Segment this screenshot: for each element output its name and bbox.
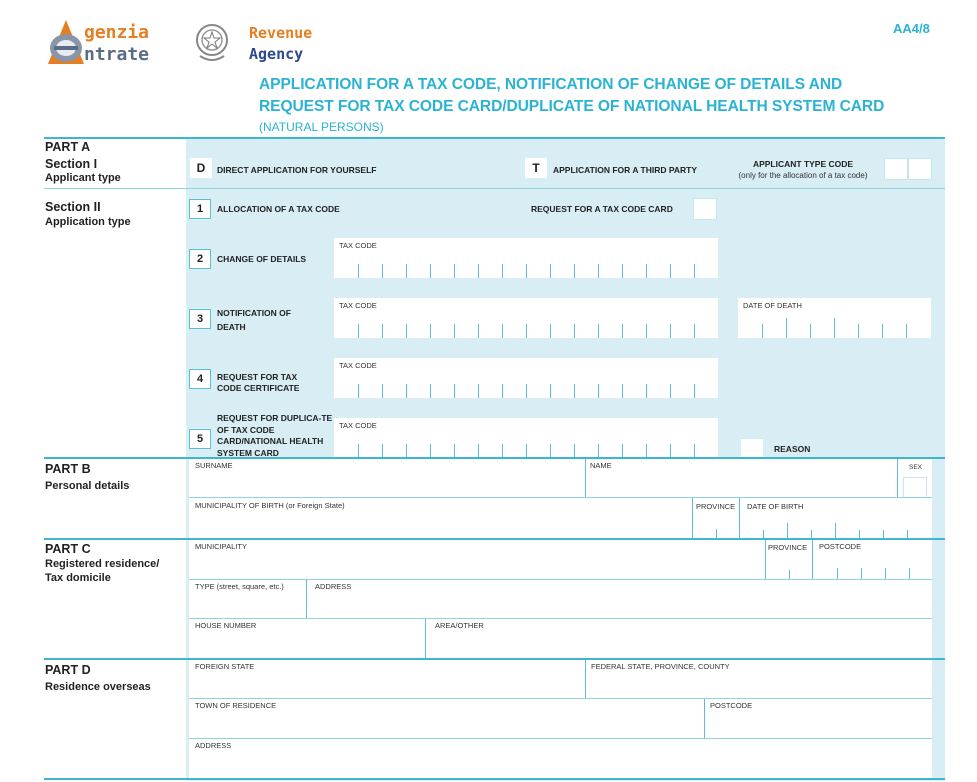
type-field[interactable] [189, 580, 306, 618]
tax-code-cell-divider [598, 444, 599, 458]
area-other-field[interactable] [426, 619, 932, 658]
date-of-death-field[interactable] [738, 298, 931, 338]
tax-code-ticks [334, 324, 718, 338]
foreign-state-label: FOREIGN STATE [195, 662, 255, 671]
republic-seal-icon [194, 18, 230, 64]
tax-code-cell-divider [598, 264, 599, 278]
date-of-death-label: DATE OF DEATH [743, 301, 802, 310]
title-line1: APPLICATION FOR A TAX CODE, NOTIFICATION OF CHANGE OF DETAILS AND [259, 76, 843, 93]
town-field[interactable] [189, 699, 704, 738]
tax-card-request-box[interactable] [693, 198, 717, 220]
tax-code-cell-divider [646, 444, 647, 458]
part-a-top-rule [44, 137, 945, 139]
foreign-state-field[interactable] [189, 660, 585, 698]
option-1-label: ALLOCATION OF A TAX CODE [217, 204, 340, 214]
option-d-box[interactable]: D [190, 158, 212, 178]
tax-code-cell-divider [574, 264, 575, 278]
name-field[interactable] [586, 459, 897, 497]
part-c-title: PART C [45, 542, 91, 556]
tax-code-cell-divider [358, 384, 359, 398]
tax-code-label: TAX CODE [339, 241, 377, 250]
tax-code-cell-divider [526, 324, 527, 338]
tax-code-cell-divider [358, 264, 359, 278]
tax-code-cell-divider [694, 264, 695, 278]
applicant-code-box-2[interactable] [908, 158, 932, 180]
surname-label: SURNAME [195, 461, 233, 470]
municipality-birth-field[interactable] [189, 498, 691, 538]
tax-code-cell-divider [406, 384, 407, 398]
section2-title: Section II [45, 200, 101, 214]
tax-code-cell-divider [670, 444, 671, 458]
tax-code-cell-divider [478, 264, 479, 278]
sex-label: SEX [909, 464, 923, 471]
residence-postcode-label: POSTCODE [819, 542, 862, 551]
overseas-address-label: ADDRESS [195, 741, 232, 750]
tax-code-label: TAX CODE [339, 361, 377, 370]
agency-line2: Agency [249, 45, 304, 63]
birth-province-label: PROVINCE [696, 502, 736, 511]
tax-code-field-2[interactable] [334, 238, 718, 278]
tax-code-field-4[interactable] [334, 358, 718, 398]
tax-code-cell-divider [670, 324, 671, 338]
house-number-field[interactable] [189, 619, 425, 658]
tax-code-cell-divider [454, 324, 455, 338]
option-2-box[interactable]: 2 [189, 249, 211, 269]
option-t-box[interactable]: T [525, 158, 547, 178]
tax-code-cell-divider [382, 324, 383, 338]
overseas-postcode-label: POSTCODE [710, 701, 753, 710]
area-other-label: AREA/OTHER [435, 621, 484, 630]
tax-code-field-3[interactable] [334, 298, 718, 338]
option-d-label: DIRECT APPLICATION FOR YOURSELF [217, 165, 377, 175]
logo-e-icon [44, 18, 88, 66]
tax-code-cell-divider [526, 444, 527, 458]
applicant-code-label: APPLICANT TYPE CODE [752, 159, 854, 169]
option-2-label: CHANGE OF DETAILS [217, 254, 307, 264]
surname-field[interactable] [189, 459, 585, 497]
option-1-box[interactable]: 1 [189, 199, 211, 219]
part-b-title: PART B [45, 462, 91, 476]
tax-code-cell-divider [622, 444, 623, 458]
bottom-rule [44, 778, 945, 780]
tax-code-cell-divider [526, 384, 527, 398]
tax-code-ticks [334, 384, 718, 398]
municipality-birth-label: MUNICIPALITY OF BIRTH (or Foreign State) [195, 501, 345, 510]
part-c-fields [189, 540, 932, 658]
tax-code-label: TAX CODE [339, 301, 377, 310]
tax-code-ticks [334, 444, 718, 458]
tax-code-cell-divider [406, 444, 407, 458]
tax-card-request-label: REQUEST FOR A TAX CODE CARD [531, 204, 673, 214]
type-label: TYPE (street, square, etc.) [195, 582, 284, 591]
logo-line1: genzia [84, 22, 150, 43]
tax-code-cell-divider [550, 384, 551, 398]
tax-code-cell-divider [454, 384, 455, 398]
reason-box[interactable] [741, 439, 763, 458]
federal-state-label: FEDERAL STATE, PROVINCE, COUNTY [591, 662, 730, 671]
section2-sub: Application type [45, 216, 131, 228]
name-label: NAME [590, 461, 612, 470]
municipality-field[interactable] [189, 540, 765, 579]
tax-code-cell-divider [358, 444, 359, 458]
form-code: AA4/8 [893, 21, 930, 36]
tax-code-cell-divider [502, 444, 503, 458]
part-d-title: PART D [45, 663, 91, 677]
section1-title: Section I [45, 157, 98, 171]
tax-code-cell-divider [694, 444, 695, 458]
part-d-fields [189, 660, 932, 778]
municipality-label: MUNICIPALITY [195, 542, 247, 551]
tax-code-cell-divider [382, 444, 383, 458]
tax-code-cell-divider [502, 264, 503, 278]
tax-code-cell-divider [598, 324, 599, 338]
tax-code-cell-divider [670, 264, 671, 278]
tax-code-cell-divider [574, 384, 575, 398]
tax-code-ticks [334, 264, 718, 278]
option-5-label: REQUEST FOR DUPLICA-TE OF TAX CODE CARD/NATIONAL HEALTH SYSTEM CARD [217, 413, 333, 458]
address-label: ADDRESS [315, 582, 352, 591]
overseas-postcode-field[interactable] [705, 699, 932, 738]
tax-code-cell-divider [526, 264, 527, 278]
option-4-box[interactable]: 4 [189, 369, 211, 389]
tax-code-cell-divider [502, 384, 503, 398]
form-subtitle: (NATURAL PERSONS) [259, 120, 384, 134]
tax-code-cell-divider [646, 264, 647, 278]
option-4-label: REQUEST FOR TAX CODE CERTIFICATE [217, 372, 300, 393]
tax-code-cell-divider [502, 324, 503, 338]
tax-code-cell-divider [382, 264, 383, 278]
agenzia-entrate-logo [44, 16, 234, 68]
tax-code-cell-divider [646, 324, 647, 338]
address-field[interactable] [307, 580, 932, 618]
tax-code-cell-divider [622, 264, 623, 278]
agency-line1: Revenue [249, 24, 313, 42]
option-t-label: APPLICATION FOR A THIRD PARTY [553, 165, 698, 175]
tax-code-cell-divider [406, 324, 407, 338]
tax-code-cell-divider [550, 264, 551, 278]
tax-code-cell-divider [478, 324, 479, 338]
tax-code-cell-divider [406, 264, 407, 278]
tax-code-cell-divider [574, 324, 575, 338]
section-divider [44, 188, 945, 189]
option-5-box[interactable]: 5 [189, 429, 211, 449]
house-number-label: HOUSE NUMBER [195, 621, 257, 630]
date-of-birth-label: DATE OF BIRTH [747, 502, 804, 511]
tax-code-field-5[interactable] [334, 418, 718, 458]
applicant-code-note: (only for the allocation of a tax code) [738, 171, 868, 180]
part-b-sub: Personal details [45, 480, 130, 492]
form-title [259, 74, 884, 118]
tax-code-cell-divider [382, 384, 383, 398]
tax-code-cell-divider [622, 324, 623, 338]
part-c-sub1: Registered residence/ [45, 558, 160, 570]
part-b-fields [189, 459, 932, 539]
sex-box[interactable] [903, 477, 927, 498]
tax-code-cell-divider [430, 384, 431, 398]
tax-code-cell-divider [574, 444, 575, 458]
part-c-sub2: Tax domicile [45, 572, 111, 584]
tax-code-cell-divider [430, 324, 431, 338]
tax-code-cell-divider [478, 384, 479, 398]
tax-code-cell-divider [694, 384, 695, 398]
section1-sub: Applicant type [45, 172, 121, 184]
option-3-label: NOTIFICATION OF DEATH [217, 308, 291, 332]
tax-code-cell-divider [454, 444, 455, 458]
tax-code-cell-divider [670, 384, 671, 398]
tax-code-cell-divider [550, 324, 551, 338]
residence-province-label: PROVINCE [768, 543, 808, 552]
federal-state-field[interactable] [586, 660, 932, 698]
tax-code-cell-divider [454, 264, 455, 278]
tax-code-cell-divider [430, 444, 431, 458]
tax-code-cell-divider [646, 384, 647, 398]
reason-label: REASON [774, 444, 811, 454]
logo-line2: ntrate [84, 44, 150, 65]
tax-code-cell-divider [598, 384, 599, 398]
tax-code-cell-divider [478, 444, 479, 458]
tax-code-label: TAX CODE [339, 421, 377, 430]
applicant-code-box-1[interactable] [884, 158, 908, 180]
town-label: TOWN OF RESIDENCE [195, 701, 277, 710]
option-3-box[interactable]: 3 [189, 309, 211, 329]
overseas-address-field[interactable] [189, 739, 932, 778]
part-a-title: PART A [45, 140, 91, 154]
title-line2: REQUEST FOR TAX CODE CARD/DUPLICATE OF NATIONAL HEALTH SYSTEM CARD [259, 98, 885, 115]
part-d-sub: Residence overseas [45, 681, 151, 693]
tax-code-cell-divider [358, 324, 359, 338]
tax-code-cell-divider [430, 264, 431, 278]
tax-code-cell-divider [622, 384, 623, 398]
tax-code-cell-divider [550, 444, 551, 458]
tax-code-cell-divider [694, 324, 695, 338]
